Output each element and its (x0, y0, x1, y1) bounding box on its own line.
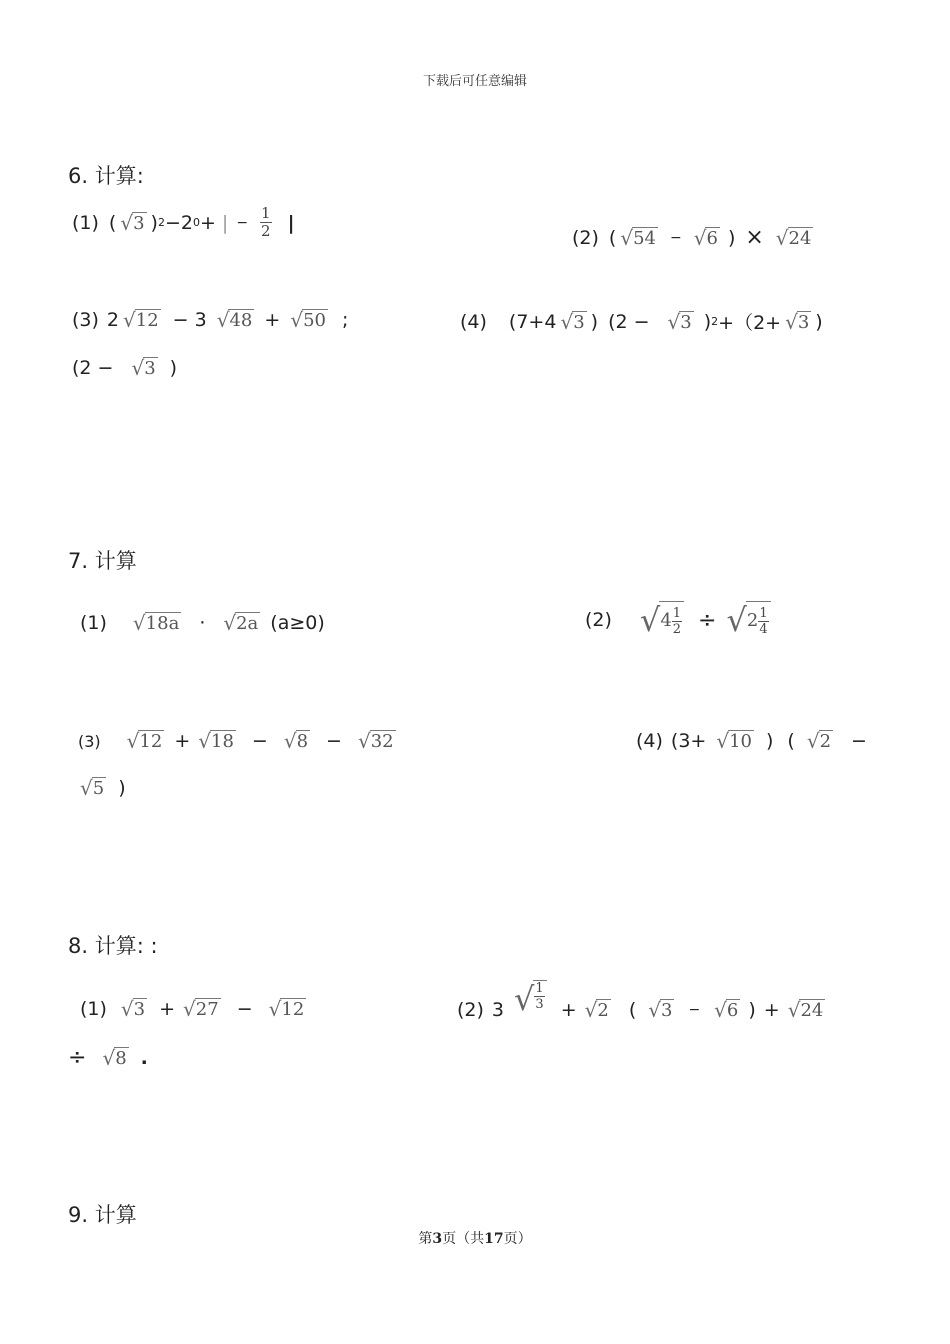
q7-part2: (2) √ 4 $\frac{1}{2}$ ÷ √ 2 $\frac{1}{4}$ (585, 590, 775, 650)
sqrt-expression: √ 24 (775, 225, 812, 250)
q7-title: 7. 计算 (68, 549, 137, 573)
page-header: 下载后可任意编辑 (422, 74, 527, 89)
sqrt-expression: √ 6 (693, 225, 718, 250)
sqrt-expression: √ 3 (120, 210, 145, 235)
sqrt-expression: √ 18 (198, 729, 234, 753)
sqrt-expression: √ 3 (667, 309, 692, 334)
fraction: $\frac{1}{2}$ (261, 204, 271, 240)
sqrt-expression: √ 48 (216, 308, 253, 332)
q7-part4: (4) (3+ √ 10 ) ( √ 2 − (636, 729, 867, 753)
q6-part4: (4) (7+4 √ 3 ) (2 − √ 3 ) 2 +（2+ √ 3 ) (460, 309, 823, 334)
sqrt-expression: √ 5 (80, 776, 105, 800)
sqrt-expression: √ 3 (120, 997, 146, 1021)
sqrt-expression: √ 2a (223, 611, 259, 635)
sqrt-expression: √ 12 (268, 997, 305, 1021)
sqrt-expression: √ 4 $\frac{1}{2}$ (640, 600, 684, 640)
sqrt-expression: √ 18a (132, 611, 180, 635)
sqrt-expression: √ 54 (620, 225, 656, 250)
page-footer: 第3页（共17页） (418, 1231, 532, 1247)
q6-title: 6. 计算: (68, 164, 144, 188)
q6-part4-continued: (2 − √ 3 ) (72, 356, 178, 380)
q7-part4-continued: √ 5 ) (80, 776, 126, 800)
q8-part1: (1) √ 3 + √ 27 − √ 12 (80, 997, 305, 1021)
q7-part3: (3) √ 12 + √ 18 − √ 8 − √ 32 (78, 729, 394, 753)
q6-part2: (2) ( √ 54 − √ 6 ) × √ 24 (572, 225, 812, 250)
sqrt-expression: √ 2 $\frac{1}{4}$ (726, 600, 770, 640)
q7-part1: (1) √ 18a · √ 2a (a≥0) (80, 611, 325, 635)
sqrt-expression: √ 2 (584, 998, 609, 1022)
sqrt-expression: √ 10 (716, 729, 752, 753)
q9-title: 9. 计算 (68, 1203, 137, 1227)
sqrt-expression: √ 32 (357, 729, 394, 753)
sqrt-expression: √ 3 (560, 309, 585, 334)
sqrt-expression: √ 12 (123, 308, 159, 332)
sqrt-expression: √ 8 (283, 729, 309, 753)
sqrt-expression: √ 50 (290, 308, 326, 332)
sqrt-expression: √ 2 (806, 729, 832, 753)
q8-part2: (2) 3 √ $\frac{1}{3}$ + √ 2 ( √ 3 − √ 6 ) + √ 24 (457, 980, 824, 1022)
sqrt-expression: √ 8 (102, 1045, 127, 1070)
part-label: (1) (72, 211, 99, 234)
q8-part2-continued: ÷ √ 8 . (68, 1045, 148, 1070)
q6-part3: (3) 2 √ 12 − 3 √ 48 + √ 50 ; (72, 308, 349, 332)
q8-title: 8. 计算: : (68, 934, 158, 958)
sqrt-expression: √ 27 (183, 997, 219, 1021)
sqrt-expression: √ 12 (126, 729, 163, 753)
q6-part1: (1) ( √ 3 ) 2 − 2 0 + | − $\frac{1}{2}$ | (72, 204, 295, 240)
sqrt-expression: √ $\frac{1}{3}$ (514, 979, 547, 1019)
sqrt-expression: √ 3 (131, 356, 156, 380)
sqrt-expression: √ 3 (648, 998, 673, 1022)
sqrt-expression: √ 24 (787, 998, 824, 1022)
sqrt-expression: √ 6 (714, 998, 739, 1022)
sqrt-expression: √ 3 (785, 309, 810, 334)
